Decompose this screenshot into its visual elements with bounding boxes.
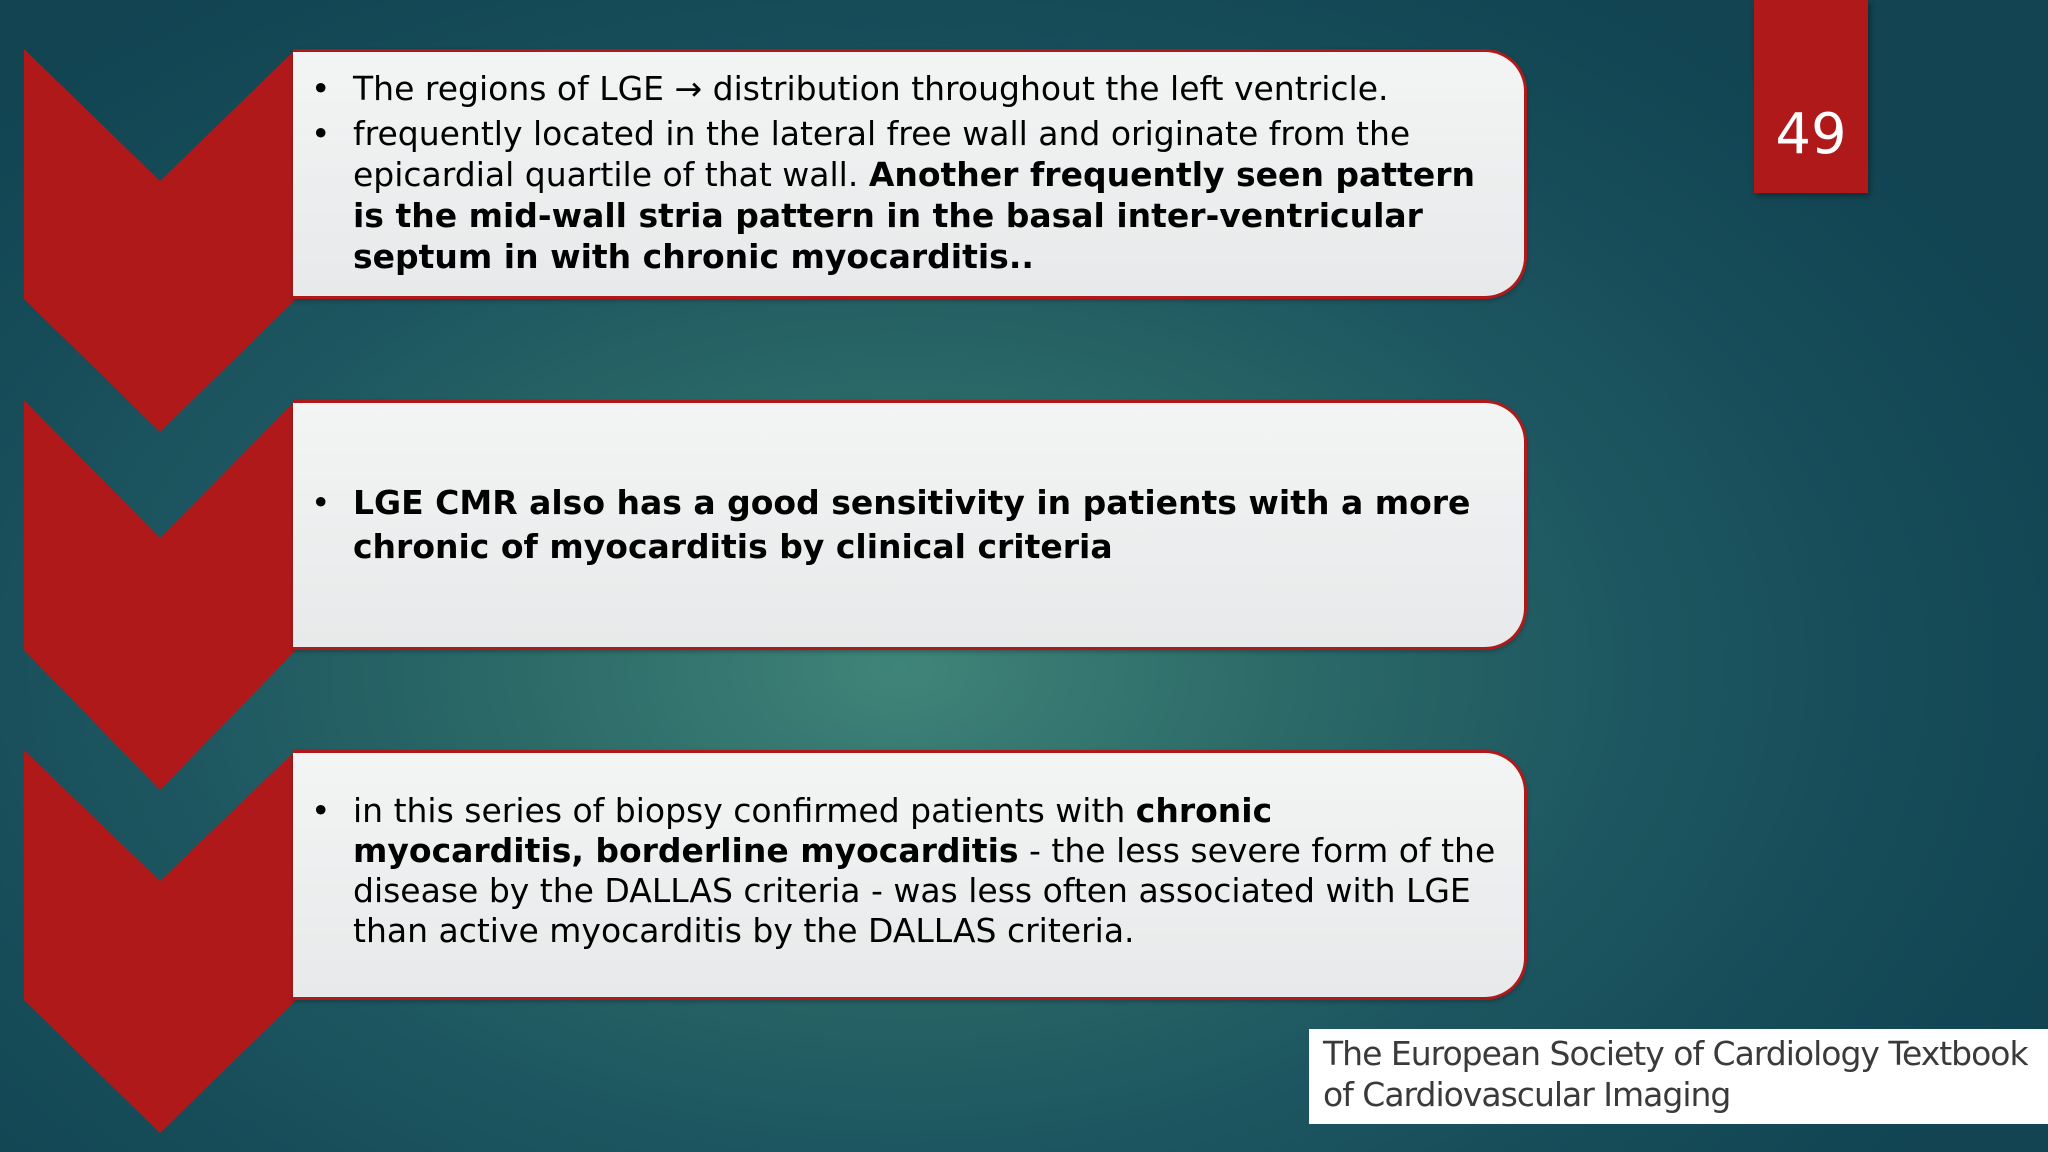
chevron-arrow-3	[24, 750, 296, 1133]
content-box-3	[293, 750, 1527, 1000]
bullet-item	[311, 791, 1502, 951]
bold-text-segment: LGE CMR also has a good sensitivity in patients with a more chronic of myocarditis by clinical criteria	[353, 483, 1471, 566]
page-number-badge	[1754, 0, 1868, 193]
bullet-item	[311, 113, 1502, 277]
bullet-list-3	[311, 791, 1502, 955]
bullet-list-2	[311, 481, 1502, 573]
citation-line-2: of Cardiovascular Imaging	[1323, 1075, 1731, 1114]
bullet-item	[311, 68, 1502, 109]
content-box-1	[293, 49, 1527, 299]
text-segment: in this series of biopsy confirmed patients with	[353, 791, 1136, 830]
text-segment: The regions of LGE → distribution throughout the left ventricle.	[353, 69, 1389, 108]
content-box-2	[293, 400, 1527, 650]
chevron-arrow-2	[24, 400, 296, 790]
bullet-item	[311, 481, 1502, 569]
chevron-arrow-1	[24, 49, 296, 432]
text-segment: frequently located in the lateral free wall and originate from the epicardial quartile of that wall.	[353, 114, 1411, 194]
citation-line-1: The European Society of Cardiology Textbook	[1323, 1034, 2028, 1073]
text-segment: - the less severe form of the disease by the DALLAS criteria - was less often associated with LGE than active myocarditis by the DALLAS criteria.	[353, 831, 1496, 950]
bold-text-segment: Another frequently seen pattern is the mid-wall stria pattern in the basal inter-ventricular septum in with chronic myocarditis..	[353, 155, 1476, 276]
page-number: 49	[1775, 102, 1847, 167]
chevron-arrows	[0, 0, 300, 1152]
bullet-list-1	[311, 68, 1502, 281]
bold-text-segment: chronic myocarditis, borderline myocarditis	[353, 791, 1273, 870]
citation-box	[1309, 1029, 2048, 1124]
